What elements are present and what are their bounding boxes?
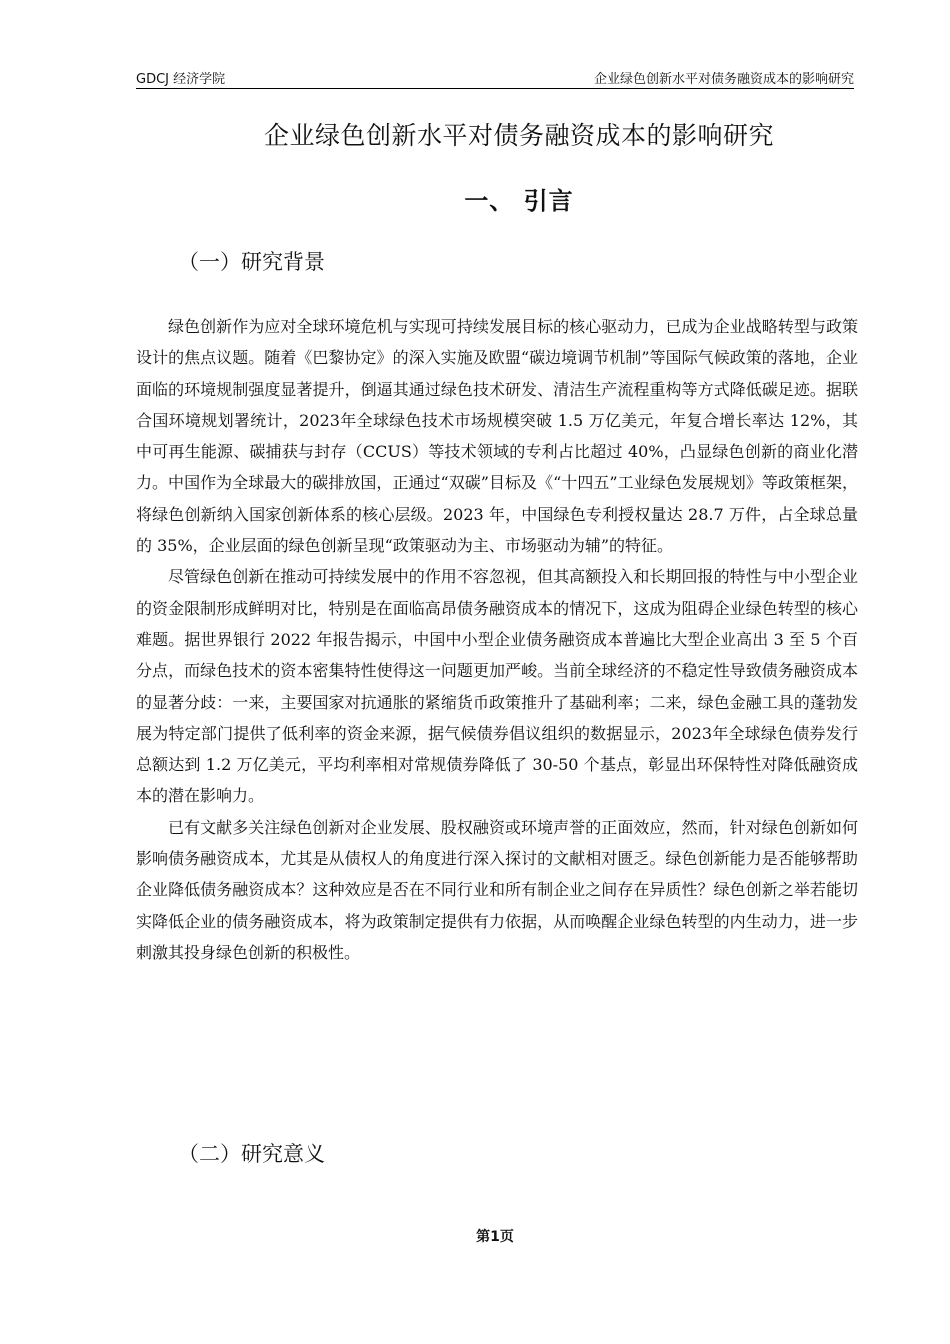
subsection-heading-significance: （二）研究意义 bbox=[178, 1142, 325, 1166]
running-header bbox=[136, 66, 854, 89]
page-number: 第1页 bbox=[476, 1229, 514, 1245]
header-paper-title: 企业绿色创新水平对债务融资成本的影响研究 bbox=[593, 72, 854, 87]
paragraph-3: 已有文献多关注绿色创新对企业发展、股权融资或环境声誉的正面效应，然而，针对绿色创新如何影响债务融资成本，尤其是从债权人的角度进行深入探讨的文献相对匮乏。绿色创新能力是否能够帮助企业降低债务融资成本？这种效应是否在不同行业和所有制企业之间存在异质性？绿色创新之举若能切实降低企业的债务融资成本，将为政策制定提供有力依据，从而唤醒企业绿色转型的内生动力，进一步刺激其投身绿色创新的积极性。 bbox=[136, 817, 858, 962]
paragraph-2: 尽管绿色创新在推动可持续发展中的作用不容忽视，但其高额投入和长期回报的特性与中小型企业的资金限制形成鲜明对比，特别是在面临高昂债务融资成本的情况下，这成为阻碍企业绿色转型的核心难题。据世界银行 2022 年报告揭示，中国中小型企业债务融资成本普遍比大型企业高出 3 至 5 个百分点，而绿色技术的资本密集特性使得这一问题更加严峻。当前全球经济的不稳定性导致债务融资成本的显著分歧：一来，主要国家对抗通胀的紧缩货币政策推升了基础利率；二来，绿色金融工具的蓬勃发展为特定部门提供了低利率的资金来源，据气候债券倡议组织的数据显示，2023年全球绿色债券发行总额达到 1.2 万亿美元，平均利率相对常规债券降低了 30-50 个基点，彰显出环保特性对降低融资成本的潜在影响力。 bbox=[136, 567, 858, 806]
subsection-heading-background: （一）研究背景 bbox=[178, 250, 325, 274]
header-institution: GDCJ 经济学院 bbox=[136, 72, 226, 87]
paper-title: 企业绿色创新水平对债务融资成本的影响研究 bbox=[263, 121, 774, 150]
section-heading-introduction: 一、 引言 bbox=[464, 187, 574, 215]
body-text bbox=[136, 311, 858, 968]
paragraph-1: 绿色创新作为应对全球环境危机与实现可持续发展目标的核心驱动力，已成为企业战略转型与政策设计的焦点议题。随着《巴黎协定》的深入实施及欧盟“碳边境调节机制”等国际气候政策的落地，企业面临的环境规制强度显著提升，倒逼其通过绿色技术研发、清洁生产流程重构等方式降低碳足迹。据联合国环境规划署统计，2023年全球绿色技术市场规模突破 1.5 万亿美元，年复合增长率达 12%，其中可再生能源、碳捕获与封存（CCUS）等技术领域的专利占比超过 40%，凸显绿色创新的商业化潜力。中国作为全球最大的碳排放国，正通过“双碳”目标及《“十四五”工业绿色发展规划》等政策框架，将绿色创新纳入国家创新体系的核心层级。2023 年，中国绿色专利授权量达 28.7 万件，占全球总量的 35%，企业层面的绿色创新呈现“政策驱动为主、市场驱动为辅”的特征。 bbox=[136, 317, 858, 556]
